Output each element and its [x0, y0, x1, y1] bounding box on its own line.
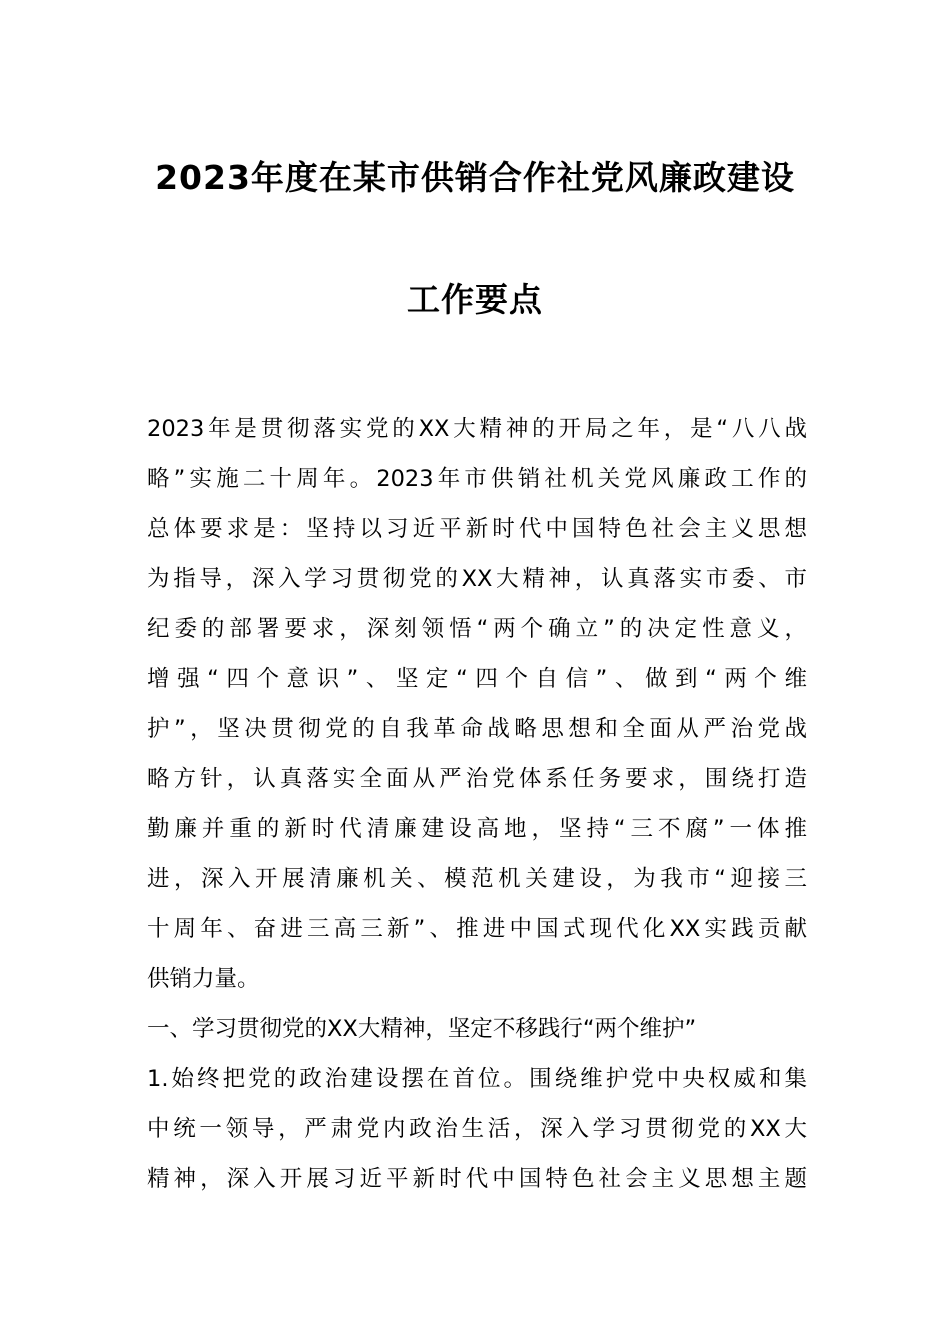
- paragraph-line: 为指导，深入学习贯彻党的XX大精神，认真落实市委、市: [147, 566, 807, 592]
- section-heading: 一、学习贯彻党的XX大精神，坚定不移践行“两个维护”: [147, 1016, 697, 1042]
- paragraph-line: 勤廉并重的新时代清廉建设高地，坚持“三不腐”一体推: [147, 816, 807, 842]
- paragraph-line: 精神，深入开展习近平新时代中国特色社会主义思想主题: [147, 1166, 807, 1192]
- paragraph-line: 总体要求是：坚持以习近平新时代中国特色社会主义思想: [147, 516, 807, 542]
- paragraph-line: 2023年是贯彻落实党的XX大精神的开局之年，是“八八战: [147, 416, 807, 442]
- paragraph-line: 略”实施二十周年。2023年市供销社机关党风廉政工作的: [147, 466, 807, 492]
- paragraph-line: 略方针，认真落实全面从严治党体系任务要求，围绕打造: [147, 766, 807, 792]
- document-title-line-1: 2023年度在某市供销合作社党风廉政建设: [155, 158, 795, 197]
- paragraph-line: 增强“四个意识”、坚定“四个自信”、做到“两个维: [147, 666, 807, 692]
- paragraph-line: 1.始终把党的政治建设摆在首位。围绕维护党中央权威和集: [147, 1066, 807, 1092]
- paragraph-line: 十周年、奋进三高三新”、推进中国式现代化XX实践贡献: [147, 916, 807, 942]
- paragraph-line: 中统一领导，严肃党内政治生活，深入学习贯彻党的XX大: [147, 1116, 807, 1142]
- paragraph-line: 供销力量。: [147, 966, 260, 992]
- document-title-line-2: 工作要点: [407, 280, 543, 319]
- paragraph-line: 护”，坚决贯彻党的自我革命战略思想和全面从严治党战: [147, 716, 807, 742]
- paragraph-line: 纪委的部署要求，深刻领悟“两个确立”的决定性意义，: [147, 616, 807, 642]
- paragraph-line: 进，深入开展清廉机关、模范机关建设，为我市“迎接三: [147, 866, 807, 892]
